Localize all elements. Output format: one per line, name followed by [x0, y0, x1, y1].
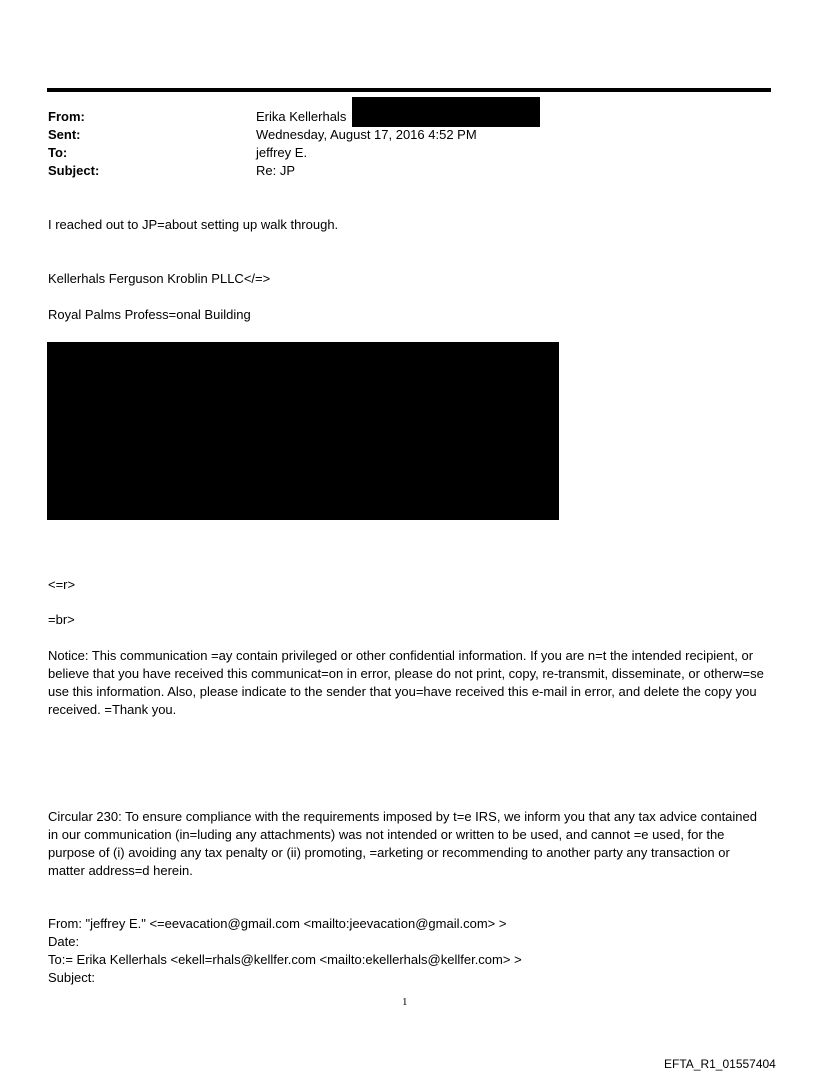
redaction-email	[352, 97, 540, 127]
subject-value: Re: JP	[256, 163, 296, 178]
body-line-1: I reached out to JP=about setting up walk through.	[48, 217, 339, 232]
footer-id: EFTA_R1_01557404	[664, 1057, 776, 1071]
header-rule	[47, 88, 771, 92]
to-label: To:	[48, 145, 68, 160]
quoted-from: From: "jeffrey E." <=eevacation@gmail.com <mailto:jeevacation@gmail.com> >	[48, 916, 507, 931]
redaction-block	[47, 342, 559, 520]
from-value: Erika Kellerhals	[256, 109, 347, 124]
circular-paragraph: Circular 230: To ensure compliance with the requirements imposed by t=e IRS, we inform you that any tax advice contained in our communication (in=luding any attachments) was not intended or written to be used, and cannot =e used, for the purpose of (i) avoiding any tax penalty or (ii) promoting, =arketing or recommending to another party any transaction or matter address=d herein.	[48, 809, 757, 878]
page-number: 1	[402, 996, 408, 1008]
tag-line-2: =br>	[48, 612, 75, 627]
tag-line-1: <=r>	[48, 577, 76, 592]
quoted-date: Date:	[48, 934, 80, 949]
subject-label: Subject:	[48, 163, 100, 178]
to-value: jeffrey E.	[256, 145, 308, 160]
building-name: Royal Palms Profess=onal Building	[48, 307, 251, 322]
quoted-to: To:= Erika Kellerhals <ekell=rhals@kellfer.com <mailto:ekellerhals@kellfer.com> >	[48, 952, 522, 967]
firm-name: Kellerhals Ferguson Kroblin PLLC</=>	[48, 271, 271, 286]
notice-paragraph: Notice: This communication =ay contain privileged or other confidential information. If you are n=t the intended recipient, or believe that you have received this communicat=on in error, please do not print, copy, re-transmit, disseminate, or otherw=se use this information. Also, please indicate to the sender that you=have received this e-mail in error, and delete the copy you received. =Thank you.	[48, 648, 764, 717]
quoted-subject: Subject:	[48, 970, 95, 985]
sent-value: Wednesday, August 17, 2016 4:52 PM	[256, 127, 477, 142]
from-label: From:	[48, 109, 85, 124]
sent-label: Sent:	[48, 127, 81, 142]
